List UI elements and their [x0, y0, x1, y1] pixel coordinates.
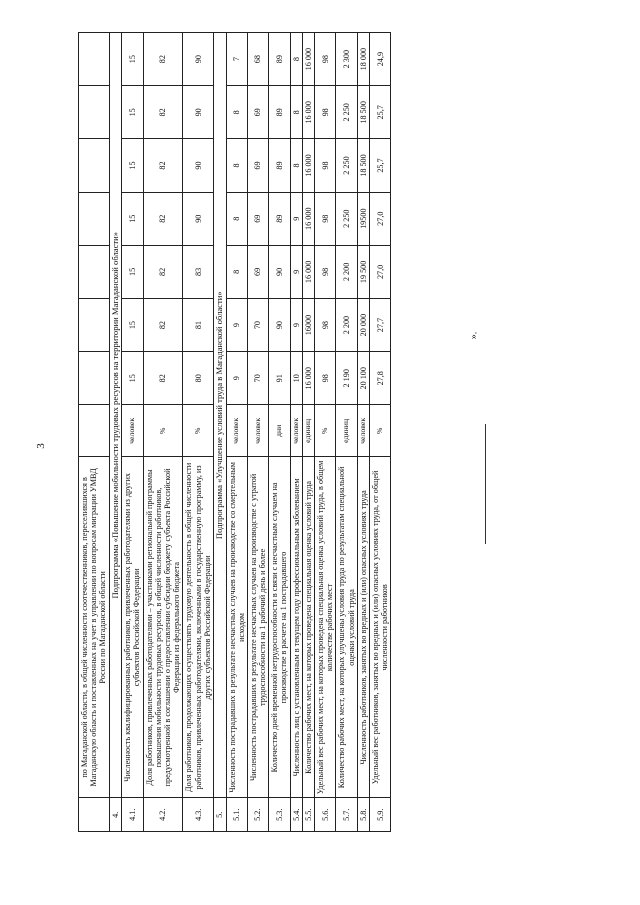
indicator-text: Удельный вес работников, занятых во вредных и (или) опасных условиях труда, от общей численности работников — [369, 457, 390, 798]
row-number: 5.6. — [315, 798, 336, 832]
value-cell: 18 500 — [357, 139, 369, 192]
indicator-text: Численность квалифицированных работников, привлеченных работодателями из других субъектов Российской Федерации — [122, 457, 143, 798]
row-number: 5.9. — [369, 798, 390, 832]
table-row — [247, 33, 268, 832]
row-number: 5.7. — [336, 798, 357, 832]
unit-cell: % — [369, 405, 390, 457]
value-cell: 8 — [226, 192, 247, 245]
value-cell: 2 250 — [336, 192, 357, 245]
value-cell: 15 — [122, 33, 143, 86]
value-cell: 16 000 — [302, 192, 314, 245]
landscape-page — [78, 32, 608, 832]
value-cell: 27,8 — [369, 352, 390, 405]
rotated-table-wrapper — [78, 32, 608, 832]
value-cell: 2 250 — [336, 139, 357, 192]
value-cell — [79, 352, 110, 405]
value-cell: 69 — [247, 86, 268, 139]
row-number: 4.3. — [183, 798, 214, 832]
unit-cell: человек — [290, 405, 302, 457]
value-cell: 8 — [226, 245, 247, 298]
value-cell: 15 — [122, 245, 143, 298]
value-cell: 82 — [143, 298, 183, 351]
end-line — [485, 424, 486, 544]
value-cell: 83 — [183, 245, 214, 298]
value-cell: 70 — [247, 352, 268, 405]
table-row — [336, 33, 357, 832]
indicator-text: Численность лиц с установленным в текущем году профессиональным заболеванием — [290, 457, 302, 798]
value-cell: 82 — [143, 192, 183, 245]
section-title: Подпрограмма «Улучшение условий труда в Магаданской области» — [213, 33, 226, 798]
value-cell — [79, 33, 110, 86]
section-row — [213, 33, 226, 832]
section-row — [109, 33, 122, 832]
closing-quote: ». — [468, 331, 480, 340]
value-cell: 89 — [269, 86, 290, 139]
value-cell: 68 — [247, 33, 268, 86]
value-cell: 98 — [315, 245, 336, 298]
indicator-text: Численность работников, занятых во вредных и (или) опасных условиях труда — [357, 457, 369, 798]
value-cell: 20 100 — [357, 352, 369, 405]
value-cell: 89 — [269, 33, 290, 86]
unit-cell — [79, 405, 110, 457]
value-cell: 98 — [315, 352, 336, 405]
value-cell: 91 — [269, 352, 290, 405]
row-number: 5.3. — [269, 798, 290, 832]
table-body — [79, 33, 391, 832]
value-cell: 90 — [183, 86, 214, 139]
unit-cell: человек — [122, 405, 143, 457]
section-number: 5. — [213, 798, 226, 832]
table-row — [357, 33, 369, 832]
value-cell: 90 — [269, 298, 290, 351]
row-number: 5.1. — [226, 798, 247, 832]
value-cell — [79, 86, 110, 139]
value-cell: 16 000 — [302, 352, 314, 405]
value-cell: 90 — [269, 245, 290, 298]
value-cell: 82 — [143, 139, 183, 192]
value-cell: 8 — [226, 86, 247, 139]
value-cell — [79, 192, 110, 245]
value-cell: 2 250 — [336, 86, 357, 139]
table-row — [183, 33, 214, 832]
value-cell: 7 — [226, 33, 247, 86]
value-cell: 15 — [122, 352, 143, 405]
value-cell: 90 — [183, 33, 214, 86]
indicator-text: Численность пострадавших в результате несчастных случаев на производстве с утратой трудоспособности на 1 рабочий день и более — [247, 457, 268, 798]
value-cell: 15 — [122, 298, 143, 351]
value-cell: 16000 — [302, 298, 314, 351]
indicators-table — [78, 32, 391, 832]
table-row — [269, 33, 290, 832]
unit-cell: единиц — [336, 405, 357, 457]
value-cell: 16 000 — [302, 86, 314, 139]
value-cell: 24,9 — [369, 33, 390, 86]
value-cell: 20 000 — [357, 298, 369, 351]
table-row — [79, 33, 110, 832]
row-number: 4.2. — [143, 798, 183, 832]
indicator-text: по Магаданской области, в общей численности соотечественников, переселившихся в Магаданскую область и поставленных на учет в управлении по вопросам миграции УМВД России по Магаданской области — [79, 457, 110, 798]
section-title: Подпрограмма «Повышение мобильности трудовых ресурсов на территории Магаданской области» — [109, 33, 122, 798]
table-row — [315, 33, 336, 832]
value-cell: 10 — [290, 352, 302, 405]
table-row — [143, 33, 183, 832]
row-number: 5.5. — [302, 798, 314, 832]
value-cell: 27,0 — [369, 192, 390, 245]
value-cell: 25,7 — [369, 139, 390, 192]
value-cell: 98 — [315, 192, 336, 245]
unit-cell: % — [143, 405, 183, 457]
value-cell: 89 — [269, 192, 290, 245]
value-cell: 82 — [143, 86, 183, 139]
value-cell: 69 — [247, 139, 268, 192]
value-cell: 82 — [143, 33, 183, 86]
unit-cell: дни — [269, 405, 290, 457]
value-cell: 8 — [290, 33, 302, 86]
section-number: 4. — [109, 798, 122, 832]
value-cell — [79, 139, 110, 192]
value-cell: 70 — [247, 298, 268, 351]
row-number: 5.2. — [247, 798, 268, 832]
unit-cell: единиц — [302, 405, 314, 457]
unit-cell: человек — [247, 405, 268, 457]
value-cell: 82 — [143, 245, 183, 298]
value-cell: 2 300 — [336, 33, 357, 86]
value-cell: 9 — [290, 192, 302, 245]
value-cell: 98 — [315, 298, 336, 351]
value-cell: 90 — [183, 192, 214, 245]
table-row — [369, 33, 390, 832]
table-row — [122, 33, 143, 832]
table-row — [302, 33, 314, 832]
indicator-text: Количество рабочих мест, на которых улучшены условия труда по результатам специальной оценки условий труда — [336, 457, 357, 798]
value-cell: 8 — [226, 139, 247, 192]
value-cell: 69 — [247, 245, 268, 298]
value-cell: 19 500 — [357, 245, 369, 298]
indicator-text: Удельный вес рабочих мест, на которых проведена специальная оценка условий труда, в общем количестве рабочих мест — [315, 457, 336, 798]
unit-cell: % — [183, 405, 214, 457]
value-cell: 19500 — [357, 192, 369, 245]
indicator-text: Численность пострадавших в результате несчастных случаев на производстве со смертельным исходом — [226, 457, 247, 798]
value-cell: 2 200 — [336, 298, 357, 351]
value-cell: 90 — [183, 139, 214, 192]
value-cell: 25,7 — [369, 86, 390, 139]
unit-cell: % — [315, 405, 336, 457]
unit-cell: человек — [357, 405, 369, 457]
table-row — [290, 33, 302, 832]
value-cell: 9 — [226, 298, 247, 351]
indicator-text: Количество рабочих мест, на которых проведена специальная оценка условий труда — [302, 457, 314, 798]
value-cell: 15 — [122, 192, 143, 245]
indicator-text: Доля работников, привлеченных работодателями – участниками региональной программы повышения мобильности трудовых ресурсов, в общей численности работников, предусмотренной в соглашении о предоставлении субсидии бюджету субъекта Российской Федерации из федерального бюджета — [143, 457, 183, 798]
value-cell: 9 — [226, 352, 247, 405]
value-cell: 2 200 — [336, 245, 357, 298]
value-cell: 9 — [290, 245, 302, 298]
value-cell: 8 — [290, 86, 302, 139]
value-cell: 15 — [122, 86, 143, 139]
value-cell: 98 — [315, 139, 336, 192]
value-cell: 15 — [122, 139, 143, 192]
indicator-text: Количество дней временной нетрудоспособности в связи с несчастным случаем на производстве в расчете на 1 пострадавшего — [269, 457, 290, 798]
value-cell: 27,0 — [369, 245, 390, 298]
value-cell: 69 — [247, 192, 268, 245]
unit-cell: человек — [226, 405, 247, 457]
indicator-text: Доля работников, продолжающих осуществлять трудовую деятельность в общей численности работников, привлеченных работодателями, включенными в государственную программу, из других субъектов Российской Федерации — [183, 457, 214, 798]
value-cell — [79, 298, 110, 351]
value-cell: 81 — [183, 298, 214, 351]
value-cell: 18 500 — [357, 86, 369, 139]
value-cell: 80 — [183, 352, 214, 405]
value-cell: 16 000 — [302, 33, 314, 86]
value-cell: 98 — [315, 33, 336, 86]
value-cell: 16 000 — [302, 139, 314, 192]
row-number: 5.4. — [290, 798, 302, 832]
value-cell — [79, 245, 110, 298]
value-cell: 82 — [143, 352, 183, 405]
row-number: 5.8. — [357, 798, 369, 832]
value-cell: 27,7 — [369, 298, 390, 351]
value-cell: 8 — [290, 139, 302, 192]
value-cell: 89 — [269, 139, 290, 192]
row-number: 4.1. — [122, 798, 143, 832]
page-number: 3 — [34, 443, 47, 449]
row-number — [79, 798, 110, 832]
value-cell: 98 — [315, 86, 336, 139]
value-cell: 2 190 — [336, 352, 357, 405]
value-cell: 16 000 — [302, 245, 314, 298]
value-cell: 18 000 — [357, 33, 369, 86]
table-row — [226, 33, 247, 832]
value-cell: 9 — [290, 298, 302, 351]
